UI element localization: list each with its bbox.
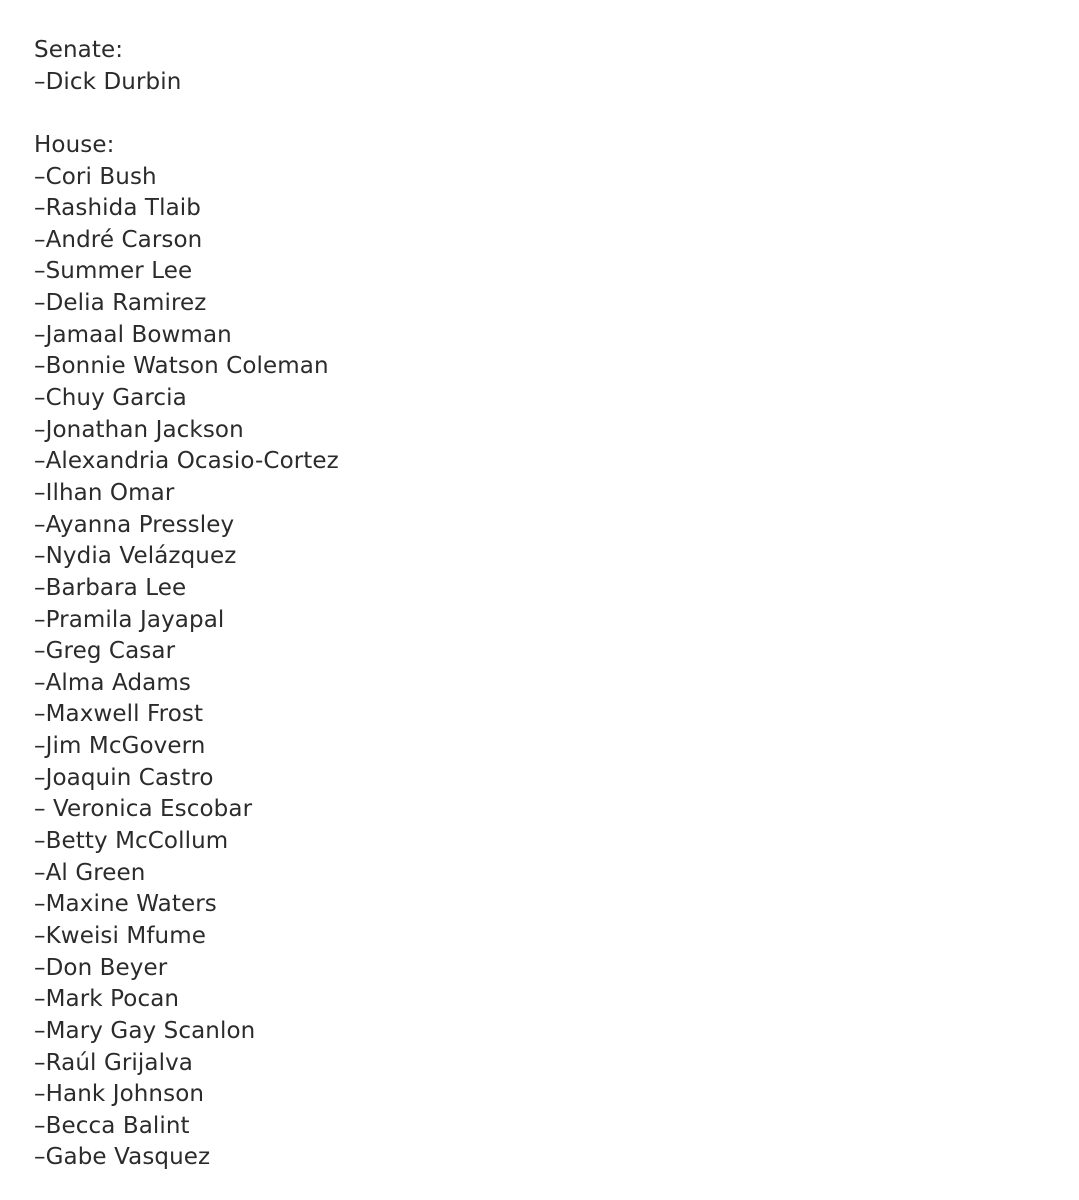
list-item: –Rashida Tlaib xyxy=(34,195,201,222)
note-body xyxy=(34,35,339,1174)
house-heading: House: xyxy=(34,131,115,158)
list-item: –Becca Balint xyxy=(34,1112,190,1139)
list-item: –Pramila Jayapal xyxy=(34,606,225,633)
list-item: –Raúl Grijalva xyxy=(34,1049,193,1076)
list-item: –Summer Lee xyxy=(34,258,193,285)
list-item: –Dick Durbin xyxy=(34,68,182,95)
list-item: –Bonnie Watson Coleman xyxy=(34,353,329,380)
list-item: –Jonathan Jackson xyxy=(34,416,244,443)
list-item: –Ayanna Pressley xyxy=(34,511,235,538)
list-item: –André Carson xyxy=(34,226,203,253)
list-item: –Don Beyer xyxy=(34,954,168,981)
list-item: –Jamaal Bowman xyxy=(34,321,232,348)
list-item: –Al Green xyxy=(34,859,146,886)
list-item: –Hank Johnson xyxy=(34,1081,205,1108)
list-item: – Veronica Escobar xyxy=(34,796,253,823)
blank-line xyxy=(34,98,339,130)
list-item: –Joaquin Castro xyxy=(34,764,214,791)
list-item: –Greg Casar xyxy=(34,638,176,665)
list-item: –Alma Adams xyxy=(34,669,191,696)
senate-heading: Senate: xyxy=(34,37,124,63)
list-item: –Ilhan Omar xyxy=(34,479,175,506)
list-item: –Cori Bush xyxy=(34,163,157,190)
list-item: –Delia Ramirez xyxy=(34,290,207,317)
list-item: –Maxine Waters xyxy=(34,891,217,918)
list-item: –Betty McCollum xyxy=(34,828,229,855)
list-item: –Barbara Lee xyxy=(34,574,187,601)
list-item: –Mark Pocan xyxy=(34,986,180,1013)
house-list xyxy=(34,162,339,1175)
list-item: –Chuy Garcia xyxy=(34,385,187,412)
list-item: –Kweisi Mfume xyxy=(34,922,206,949)
list-item: –Maxwell Frost xyxy=(34,701,204,728)
list-item: –Mary Gay Scanlon xyxy=(34,1017,256,1044)
list-item: –Nydia Velázquez xyxy=(34,543,237,570)
senate-list xyxy=(34,67,339,99)
list-item: –Gabe Vasquez xyxy=(34,1144,211,1171)
list-item: –Alexandria Ocasio-Cortez xyxy=(34,448,339,475)
list-item: –Jim McGovern xyxy=(34,733,206,760)
